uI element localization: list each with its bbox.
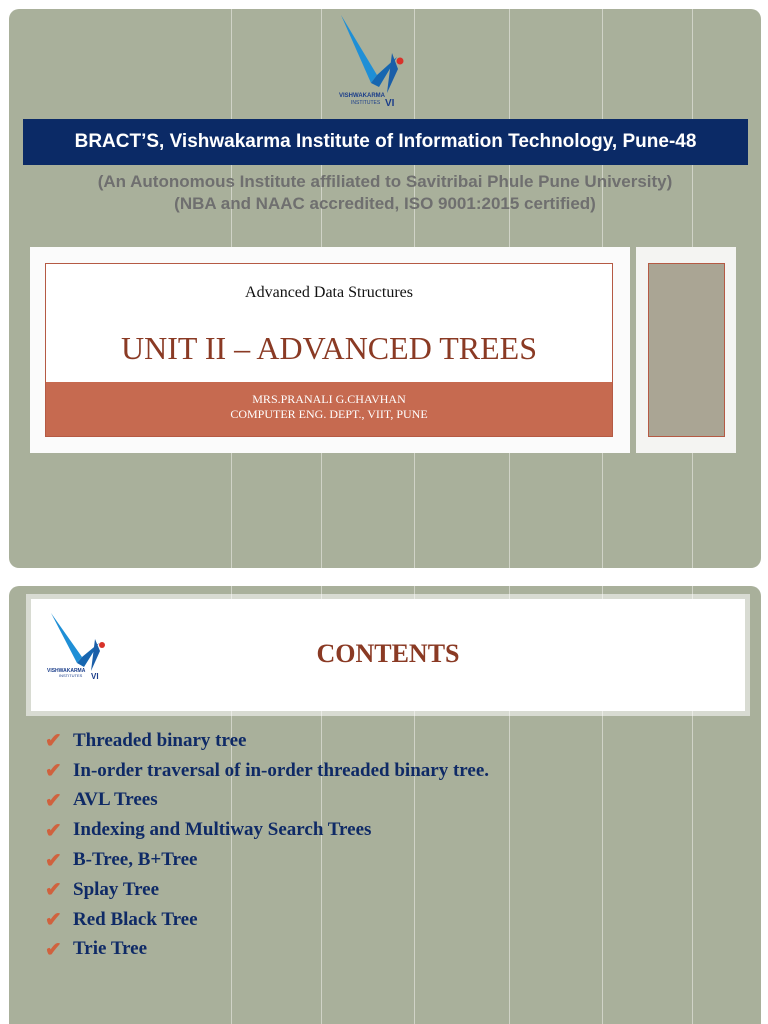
list-item-label: In-order traversal of in-order threaded binary tree.: [73, 759, 489, 781]
title-slide: [9, 9, 761, 568]
contents-header: [31, 599, 745, 711]
check-mark-icon: ✔: [45, 789, 62, 812]
logo-mark: VI: [385, 98, 395, 109]
list-item: [45, 845, 489, 875]
list-item: [45, 905, 489, 935]
list-item-label: Red Black Tree: [73, 908, 198, 930]
author-name: MRS.PRANALI G.CHAVHAN: [252, 392, 406, 406]
contents-list: [45, 726, 489, 964]
course-name: Advanced Data Structures: [245, 284, 413, 301]
list-item: [45, 815, 489, 845]
list-item-label: B-Tree, B+Tree: [73, 849, 198, 871]
list-item: [45, 875, 489, 905]
vishwakarma-logo: [337, 13, 413, 109]
unit-title: UNIT II – ADVANCED TREES: [120, 330, 537, 366]
list-item-label: Indexing and Multiway Search Trees: [73, 819, 372, 841]
list-item-label: Threaded binary tree: [73, 729, 247, 751]
logo-text-bottom: INSTITUTES: [59, 673, 83, 678]
check-mark-icon: ✔: [45, 879, 62, 902]
list-item-label: AVL Trees: [73, 789, 158, 811]
contents-title: CONTENTS: [316, 639, 460, 668]
author-band: [46, 382, 612, 436]
list-item-label: Trie Tree: [73, 938, 148, 960]
check-mark-icon: ✔: [45, 938, 62, 961]
contents-slide: [9, 586, 761, 1024]
list-item: [45, 935, 489, 965]
side-card-inner: [648, 263, 725, 437]
check-mark-icon: ✔: [45, 760, 62, 783]
affiliation-line-2: (NBA and NAAC accredited, ISO 9001:2015 certified): [174, 194, 596, 213]
title-card-inner: [45, 263, 613, 437]
logo-text-top: VISHWAKARMA: [47, 668, 86, 674]
check-mark-icon: ✔: [45, 849, 62, 872]
check-mark-icon: ✔: [45, 819, 62, 842]
check-mark-icon: ✔: [45, 909, 62, 932]
list-item-label: Splay Tree: [73, 878, 160, 900]
list-item: [45, 786, 489, 816]
side-card: [636, 247, 736, 453]
logo-text-top: VISHWAKARMA: [339, 93, 385, 99]
logo-mark: VI: [91, 672, 99, 681]
logo-text-bottom: INSTITUTES: [351, 100, 381, 106]
title-card: [30, 247, 630, 453]
institute-name-bar: BRACT’S, Vishwakarma Institute of Information Technology, Pune-48: [23, 119, 748, 165]
affiliation-line-1: (An Autonomous Institute affiliated to Savitribai Phule Pune University): [97, 172, 673, 191]
vishwakarma-vi-logo-icon: [337, 13, 413, 109]
list-item: [45, 726, 489, 756]
check-mark-icon: ✔: [45, 730, 62, 753]
department-name: COMPUTER ENG. DEPT., VIIT, PUNE: [230, 407, 428, 421]
list-item: [45, 756, 489, 786]
